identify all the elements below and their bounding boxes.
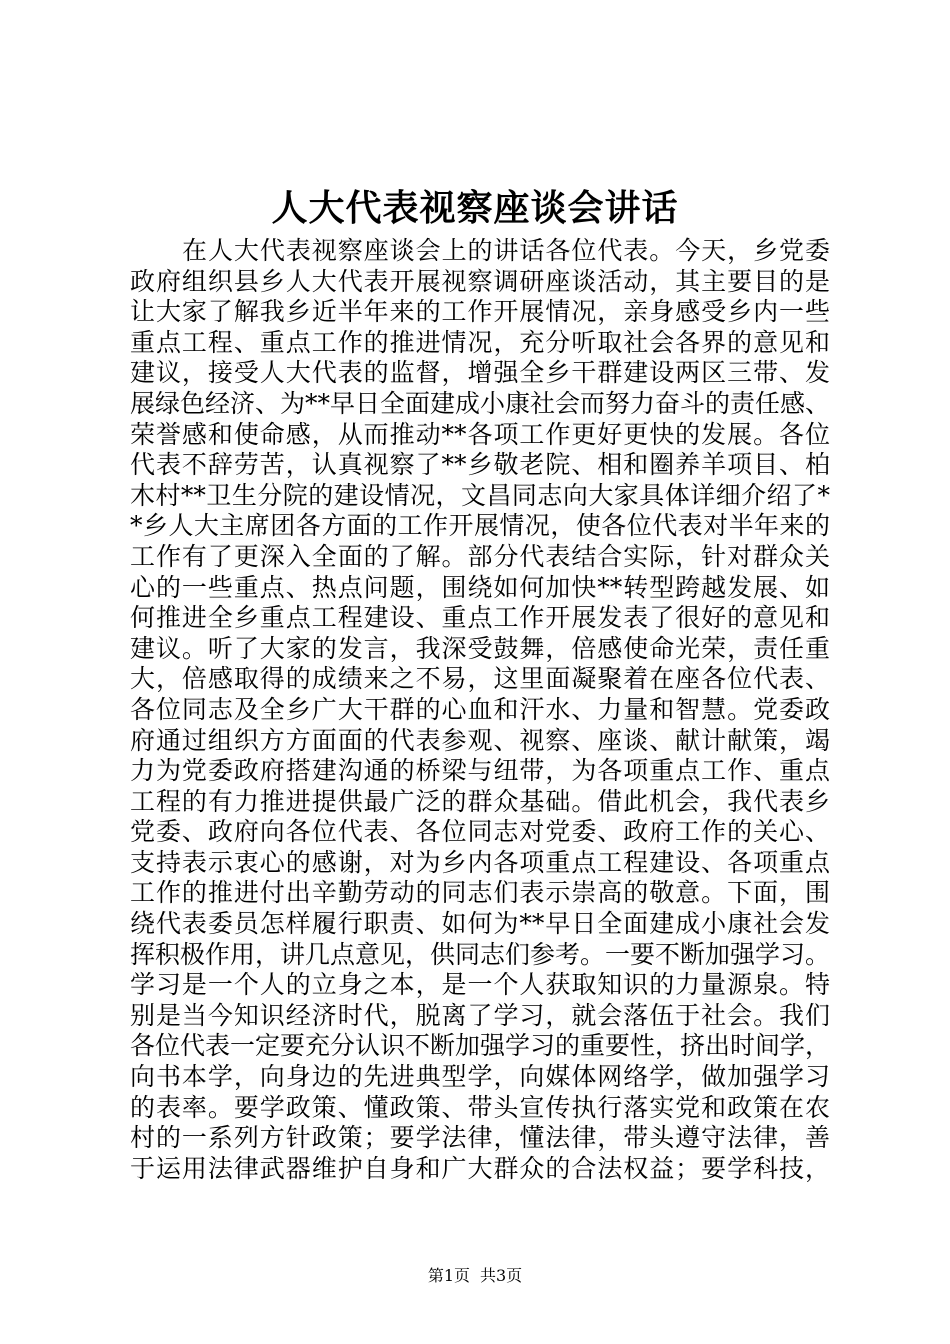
body-text-line: 的表率。要学政策、懂政策、带头宣传执行落实党和政策在农 [130, 1092, 830, 1122]
body-text-line: 重点工程、重点工作的推进情况，充分听取社会各界的意见和 [130, 327, 830, 357]
body-text-line: 学习是一个人的立身之本，是一个人获取知识的力量源泉。特 [130, 970, 830, 1000]
body-text-line: 代表不辞劳苦，认真视察了**乡敬老院、相和圈养羊项目、柏 [130, 450, 830, 480]
body-text-line: 支持表示衷心的感谢，对为乡内各项重点工程建设、各项重点 [130, 847, 830, 877]
body-text-line: *乡人大主席团各方面的工作开展情况，使各位代表对半年来的 [130, 511, 830, 541]
body-text-line: 展绿色经济、为**早日全面建成小康社会而努力奋斗的责任感、 [130, 388, 831, 418]
body-text-line: 党委、政府向各位代表、各位同志对党委、政府工作的关心、 [130, 817, 830, 847]
body-text-line: 村的一系列方针政策；要学法律，懂法律，带头遵守法律，善 [130, 1123, 830, 1153]
body-text-line: 绕代表委员怎样履行职责、如何为**早日全面建成小康社会发 [130, 909, 830, 939]
body-text-line: 各位代表一定要充分认识不断加强学习的重要性，挤出时间学， [130, 1031, 831, 1061]
body-text-line: 府通过组织方方面面的代表参观、视察、座谈、献计献策，竭 [130, 725, 830, 755]
body-text-line: 工程的有力推进提供最广泛的群众基础。借此机会，我代表乡 [130, 786, 830, 816]
document-title: 人大代表视察座谈会讲话 [271, 187, 679, 229]
body-text-line: 工作有了更深入全面的了解。部分代表结合实际，针对群众关 [130, 541, 830, 571]
body-text-line: 向书本学，向身边的先进典型学，向媒体网络学，做加强学习 [130, 1062, 830, 1092]
body-text-line: 挥积极作用，讲几点意见，供同志们参考。一要不断加强学习。 [130, 939, 831, 969]
body-text-line: 各位同志及全乡广大干群的心血和汗水、力量和智慧。党委政 [130, 694, 830, 724]
body-text-line: 于运用法律武器维护自身和广大群众的合法权益；要学科技， [130, 1153, 830, 1183]
document-body [130, 236, 830, 1184]
body-text-line: 心的一些重点、热点问题，围绕如何加快**转型跨越发展、如 [130, 572, 830, 602]
body-text-line: 让大家了解我乡近半年来的工作开展情况，亲身感受乡内一些 [130, 297, 830, 327]
body-text-line: 木村**卫生分院的建设情况，文昌同志向大家具体详细介绍了* [130, 480, 830, 510]
body-text-line: 别是当今知识经济时代，脱离了学习，就会落伍于社会。我们 [130, 1000, 830, 1030]
body-text-line: 建议，接受人大代表的监督，增强全乡干群建设两区三带、发 [130, 358, 830, 388]
body-text-line: 在人大代表视察座谈会上的讲话各位代表。今天，乡党委 [182, 236, 830, 265]
page-total: 共3页 [480, 1266, 523, 1285]
body-text-line: 何推进全乡重点工程建设、重点工作开展发表了很好的意见和 [130, 603, 830, 633]
body-text-line: 政府组织县乡人大代表开展视察调研座谈活动，其主要目的是 [130, 266, 830, 296]
body-text-line: 大，倍感取得的成绩来之不易，这里面凝聚着在座各位代表、 [130, 664, 830, 694]
body-text-line: 工作的推进付出辛勤劳动的同志们表示崇高的敬意。下面，围 [130, 878, 830, 908]
body-text-line: 力为党委政府搭建沟通的桥梁与纽带，为各项重点工作、重点 [130, 756, 830, 786]
page-footer [0, 1264, 950, 1288]
page-number: 第1页 [427, 1266, 470, 1285]
body-text-line: 荣誉感和使命感，从而推动**各项工作更好更快的发展。各位 [130, 419, 830, 449]
body-text-line: 建议。听了大家的发言，我深受鼓舞，倍感使命光荣，责任重 [130, 633, 830, 663]
